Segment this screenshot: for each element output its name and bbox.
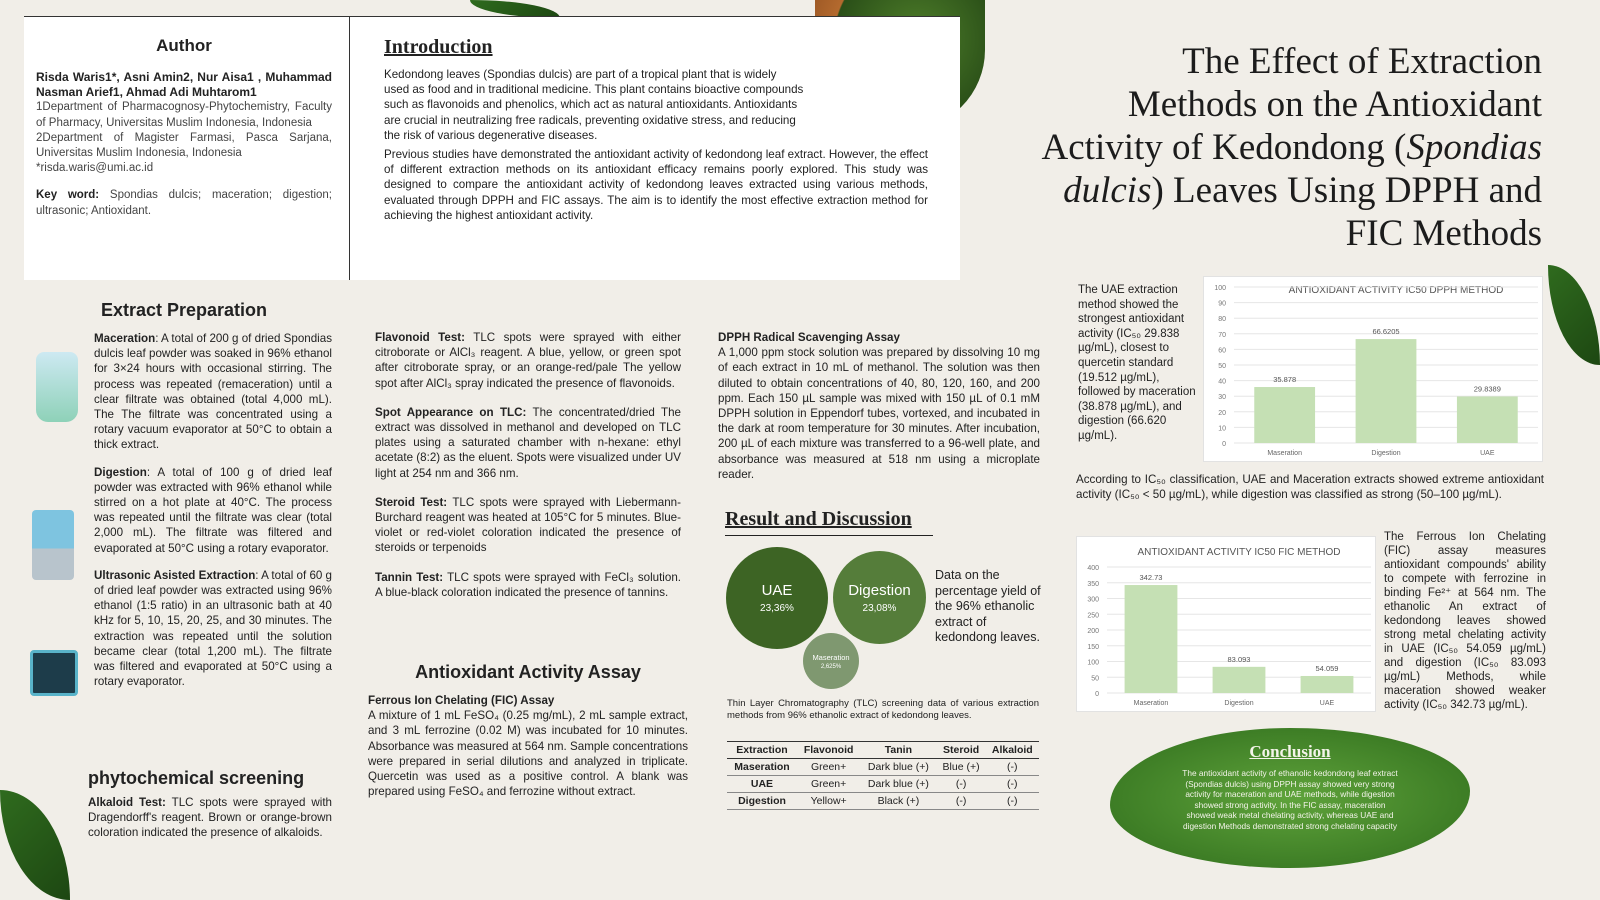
table-cell: UAE — [727, 776, 797, 793]
table-cell: Green+ — [797, 759, 860, 776]
x-tick-label: Digestion — [1371, 450, 1401, 457]
bar-digestion — [1213, 667, 1266, 693]
y-tick-label: 250 — [1087, 612, 1099, 620]
table-cell: Dark blue (+) — [860, 776, 936, 793]
y-tick-label: 50 — [1218, 363, 1226, 370]
data-label: 83.093 — [1227, 654, 1251, 664]
y-tick-label: 70 — [1218, 331, 1226, 339]
bar-maseration — [1254, 387, 1315, 443]
data-label: 66.6205 — [1372, 327, 1400, 337]
dpph-assay-heading: DPPH Radical Scavenging Assay — [718, 331, 900, 344]
dpph-result-text: The UAE extraction method showed the strongest antioxidant activity (IC₅₀ 29.838 µg/mL), closest to quercetin standard (19.512 µg/mL), followed by maceration (38.878 µg/mL), and digestion (66.620 µg/mL). — [1078, 284, 1196, 442]
dpph-classification-text: According to IC₅₀ classification, UAE and Maceration extracts showed extreme antioxidant activity (IC₅₀ < 50 µg/mL), while digestion was classified as strong (50–100 µg/mL). — [1076, 473, 1544, 501]
table-cell: Maseration — [727, 759, 797, 776]
author-names: Risda Waris1*, Asni Amin2, Nur Aisa1 , Muhammad Nasman Arief1, Ahmad Adi Muhtarom1 — [36, 70, 332, 100]
y-tick-label: 50 — [1091, 675, 1099, 683]
table-cell: (-) — [937, 776, 986, 793]
dpph-assay-section — [718, 330, 1040, 482]
y-tick-label: 400 — [1087, 565, 1099, 572]
title-line: Methods on the Antioxidant — [1127, 84, 1542, 125]
x-tick-label: UAE — [1480, 450, 1495, 457]
divider — [725, 535, 933, 536]
title-line: The Effect of Extraction — [1182, 41, 1542, 82]
bar-uae — [1301, 676, 1354, 693]
y-tick-label: 0 — [1095, 691, 1099, 698]
affiliation-1: 1Department of Pharmacognosy-Phytochemistry, Faculty of Pharmacy, Universitas Muslim Indonesia, Indonesia — [36, 101, 332, 129]
poster-title — [942, 40, 1542, 255]
y-tick-label: 30 — [1218, 394, 1226, 402]
yield-bubble-digestion: Digestion 23,08% — [833, 551, 926, 644]
table-cell: (-) — [986, 776, 1039, 793]
y-tick-label: 300 — [1087, 596, 1099, 604]
tannin-test-text: Tannin Test: TLC spots were sprayed with FeCl₃ solution. A blue-black coloration indicated the presence of tannins. — [375, 570, 682, 599]
y-tick-label: 0 — [1222, 441, 1226, 448]
yield-caption: Data on the percentage yield of the 96% ethanolic extract of kedondong leaves. — [935, 568, 1041, 644]
y-tick-label: 150 — [1087, 643, 1099, 651]
maceration-text: Maceration: A total of 200 g of dried Spondias dulcis leaf powder was soaked in 96% ethanol for 3×24 hours with occasional stirring. The process was repeated (remaceration) until a clear filtrate was obtained (total 4,000 mL). The The filtrate was concentrated using a rotary vacuum evaporator at 50°C to obtain a thick extract. — [94, 332, 332, 452]
table-cell: (-) — [986, 759, 1039, 776]
y-tick-label: 100 — [1087, 659, 1099, 667]
leaf-decoration — [0, 790, 70, 900]
x-tick-label: Maseration — [1133, 700, 1169, 707]
results-heading: Result and Discussion — [725, 508, 912, 530]
table-cell: Yellow+ — [797, 793, 860, 810]
bottle-icon — [36, 352, 78, 422]
keyword-label: Key word: — [36, 189, 100, 202]
y-tick-label: 20 — [1218, 409, 1226, 417]
title-line: Activity of Kedondong (Spondias — [1041, 127, 1542, 168]
ultrasonic-bath-icon — [30, 650, 78, 696]
fic-result-text: The Ferrous Ion Chelating (FIC) assay measures antioxidant compounds' ability to compete with ferrozine in binding Fe²⁺ at 564 nm. The ethanolic An extract of kedondong leaves showed strong metal chelating activity in UAE (IC₅₀ 54.059 µg/mL) and digestion (IC₅₀ 83.093 µg/mL) Methods, while maceration showed weaker activity (IC₅₀ 342.73 µg/mL). — [1384, 531, 1546, 711]
author-section — [36, 36, 332, 219]
table-cell: Dark blue (+) — [860, 759, 936, 776]
table-cell: (-) — [986, 793, 1039, 810]
table-cell: Green+ — [797, 776, 860, 793]
phytochemical-section — [88, 768, 332, 841]
table-row — [727, 759, 1039, 776]
data-label: 342.73 — [1139, 573, 1163, 583]
bar-maseration — [1125, 585, 1178, 693]
author-heading: Author — [156, 36, 212, 55]
extract-preparation-heading: Extract Preparation — [100, 300, 268, 320]
y-tick-label: 200 — [1087, 628, 1099, 635]
table-header: Tanin — [860, 742, 936, 759]
alkaloid-test-text: Alkaloid Test: TLC spots were sprayed with Dragendorff's reagent. Brown or orange-brown coloration indicated the presence of alkaloids. — [88, 796, 332, 840]
yield-bubble-uae: UAE 23,36% — [726, 547, 828, 649]
table-row — [727, 793, 1039, 810]
conclusion-text: The antioxidant activity of ethanolic kedondong leaf extract (Spondias dulcis) using DPPH assay showed very strong activity for maceration and UAE methods, while digestion showed strong activity. In the FIC assay, maceration showed weak metal chelating activity, whereas UAE and digestion Methods demonstrated strong chelating capacity — [1182, 768, 1398, 831]
antioxidant-assay-heading: Antioxidant Activity Assay — [415, 662, 641, 682]
table-header: Flavonoid — [797, 742, 860, 759]
intro-paragraph-1: Kedondong leaves (Spondias dulcis) are part of a tropical plant that is widely used as food and in traditional medicine. This plant contains bioactive compounds such as flavonoids and phenolics, which act as natural antioxidants. Antioxidants are crucial in neutralizing free radicals, preventing oxidative stress, and reducing the risk of various degenerative diseases. — [384, 68, 804, 142]
introduction-heading: Introduction — [384, 36, 493, 58]
table-header: Alkaloid — [986, 742, 1039, 759]
keywords — [36, 188, 332, 218]
x-tick-label: UAE — [1319, 700, 1335, 707]
phytochemical-tests — [375, 330, 681, 600]
data-label: 35.878 — [1273, 375, 1297, 385]
spot-appearance-text: Spot Appearance on TLC: The concentrated/dried The extract was dissolved in methanol and developed on TLC plates using a saturated chamber with n-hexane: ethyl acetate (8:2) as the eluent. Spots were visualized under UV light at 254 nm and 366 nm. — [375, 405, 681, 480]
y-tick-label: 60 — [1218, 347, 1226, 355]
table-cell: Blue (+) — [937, 759, 986, 776]
table-row — [727, 776, 1039, 793]
introduction-section — [384, 36, 928, 223]
table-cell: (-) — [937, 793, 986, 810]
y-tick-label: 350 — [1087, 580, 1099, 588]
table-cell: Black (+) — [860, 793, 936, 810]
y-tick-label: 10 — [1218, 425, 1226, 433]
yield-bubble-maseration: Maseration 2,625% — [803, 633, 859, 689]
bar-digestion — [1356, 339, 1417, 443]
dpph-assay-text: A 1,000 ppm stock solution was prepared by dissolving 10 mg of each extract in 10 mL of methanol. The solution was then diluted to obtain concentrations of 40, 80, 120, 160, and 200 ppm. Each 150 µL sample was mixed with 150 µL of 0.1 mM DPPH solution in Eppendorf tubes, vortexed, and incubated in the dark at room temperature for 30 minutes. After incubation, 200 µL of each mixture was transferred to a 96-well plate, and absorbance was measured at 518 nm using a microplate reader. — [718, 346, 1040, 481]
title-line: dulcis) Leaves Using DPPH and — [1063, 170, 1542, 211]
conclusion-leaf — [1110, 728, 1470, 868]
intro-paragraph-2: Previous studies have demonstrated the antioxidant activity of kedondong leaf extract. However, the effect of different extraction methods on its antioxidant efficacy remains poorly explored. This study was designed to compare the antioxidant activity of kedondong leaves extracted using various methods, evaluated through DPPH and FIC assays. The aim is to identify the most effective extraction method for achieving the highest antioxidant activity. — [384, 148, 928, 222]
table-header: Extraction — [727, 742, 797, 759]
keyword-list: Spondias dulcis; maceration; digestion; ultrasonic; Antioxidant. — [36, 189, 332, 217]
hot-plate-icon — [32, 510, 74, 580]
uae-text: Ultrasonic Asisted Extraction: A total of 60 g of dried leaf powder was extracted using 96% ethanol (1:5 ratio) in an ultrasonic bath at 40 kHz for 5, 10, 15, 20, 25, and 30 minutes. The extraction was repeated until the solution became clear (total 1,200 mL). The filtrate was filtered and evaporated at 50°C using a rotary evaporator. — [94, 568, 333, 689]
data-label: 54.059 — [1315, 663, 1339, 673]
dpph-ic50-chart — [1203, 276, 1543, 462]
tlc-table — [727, 741, 1039, 810]
extract-preparation-section — [94, 300, 332, 689]
leaf-decoration — [1548, 265, 1600, 365]
antioxidant-assay-section — [368, 662, 688, 799]
y-tick-label: 80 — [1218, 316, 1226, 324]
email: *risda.waris@umi.ac.id — [36, 162, 154, 175]
digestion-text: Digestion: A total of 100 g of dried leaf powder was extracted with 96% ethanol while stirred on a hot plate at 40°C. The process was repeated until the filtrate was clear (total 2,000 mL). The filtrate was filtered and evaporated at 50°C using a rotary evaporator. — [94, 465, 332, 555]
data-label: 29.8389 — [1473, 384, 1501, 394]
y-tick-label: 100 — [1214, 285, 1226, 292]
conclusion-heading: Conclusion — [1249, 742, 1331, 761]
y-tick-label: 40 — [1218, 378, 1226, 386]
tlc-caption: Thin Layer Chromatography (TLC) screening data of various extraction methods from 96% ethanolic extract of kedondong leaves. — [727, 698, 1039, 721]
divider — [349, 16, 350, 280]
table-cell: Digestion — [727, 793, 797, 810]
y-tick-label: 90 — [1218, 300, 1226, 308]
x-tick-label: Digestion — [1224, 700, 1254, 707]
fic-ic50-chart — [1076, 536, 1376, 712]
affiliation-2: 2Department of Magister Farmasi, Pasca Sarjana, Universitas Muslim Indonesia, Indonesia — [36, 131, 332, 160]
bar-uae — [1457, 396, 1518, 443]
steroid-test-text: Steroid Test: TLC spots were sprayed with Liebermann-Burchard reagent was heated at 105°C for 5 minutes. Blue-violet or red-violet coloration indicated the presence of steroids or terpenoids — [375, 495, 681, 555]
fic-assay-heading: Ferrous Ion Chelating (FIC) Assay — [368, 694, 555, 707]
chart-title: ANTIOXIDANT ACTIVITY IC50 DPPH METHOD — [1288, 285, 1504, 296]
table-header: Steroid — [937, 742, 986, 759]
chart-title: ANTIOXIDANT ACTIVITY IC50 FIC METHOD — [1137, 547, 1341, 558]
title-line: FIC Methods — [1345, 213, 1542, 254]
x-tick-label: Maseration — [1267, 450, 1302, 457]
fic-assay-text: A mixture of 1 mL FeSO₄ (0.25 mg/mL), 2 mL sample extract, and 3 mL ferrozine (0.02 M) was incubated for 10 minutes. Absorbance was measured at 564 nm. Sample concentrations were prepared in serial dilutions and analyzed in triplicate. Quercetin was used as a positive control. A blank was prepared using FeSO₄ and ferrozine without extract. — [368, 709, 688, 799]
flavonoid-test-text: Flavonoid Test: TLC spots were sprayed with either citroborate or AlCl₃ reagent. A blue, yellow, or green spot after citroborate spray, or an orange-red/pale The yellow spot after AlCl₃ spray indicated the presence of flavonoids. — [375, 331, 681, 390]
phytochemical-heading: phytochemical screening — [88, 768, 305, 788]
